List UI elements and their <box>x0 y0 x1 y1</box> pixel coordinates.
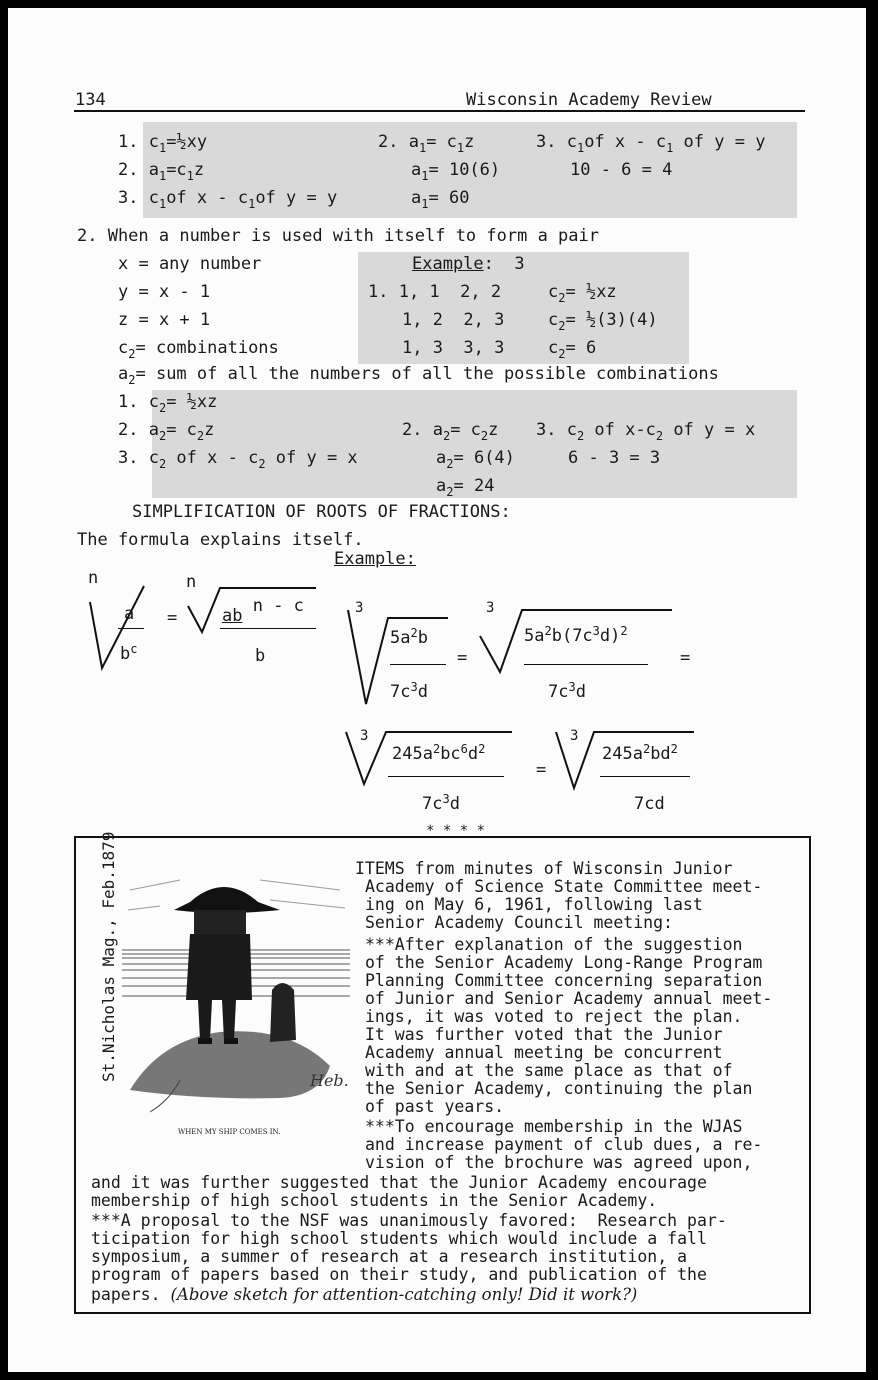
def-x: x = any number <box>118 254 262 274</box>
rhs-denominator: b <box>255 646 266 666</box>
running-title: Wisconsin Academy Review <box>466 90 712 110</box>
sec1-line2: 2. $a_1=c_1z$ <box>118 160 205 183</box>
sketch-caption: WHEN MY SHIP COMES IN. <box>178 1128 281 1136</box>
box-line-3: ing on May 6, 1961, following last <box>365 895 703 914</box>
ex2-numerator: $245a^2bc^6d^2$ <box>392 742 486 764</box>
sec2-intro: 2. When a number is used with itself to form a pair <box>77 226 599 246</box>
box-line-1: ITEMS from minutes of Wisconsin Junior <box>355 859 733 878</box>
equals-3: = <box>680 648 691 668</box>
box-full-line-1: and it was further suggested that the Junior Academy encourage <box>91 1173 707 1192</box>
def-c2: $c_2=$ combinations <box>118 338 279 361</box>
ex1-index: 3 <box>355 600 364 616</box>
ex1-denominator: $7c^3d$ <box>390 680 428 702</box>
box-line-11: Academy annual meeting be concurrent <box>365 1043 723 1062</box>
sec2-h1: 3. $c_2$ of $x-c_2$ of y = x <box>536 420 756 443</box>
box-line-8: of Junior and Senior Academy annual meet- <box>365 989 773 1008</box>
sec1-right2: 10 - 6 = 4 <box>570 160 673 180</box>
ex2-index: 3 <box>360 728 369 744</box>
box-line-7: Planning Committee concerning separation <box>365 971 763 990</box>
box-line-14: of past years. <box>365 1097 505 1116</box>
rhs-fraction-bar <box>220 628 316 629</box>
box-full-line-4: ticipation for high school students which would include a fall <box>91 1229 707 1248</box>
pair-row-2: 1, 2 2, 3 <box>402 310 505 330</box>
ex2-rhs-index: 3 <box>570 728 579 744</box>
box-line-6: of the Senior Academy Long-Range Program <box>365 953 763 972</box>
ex2-fraction-bar <box>388 776 504 777</box>
box-last-line-text: papers. <box>91 1285 161 1304</box>
box-line-16: and increase payment of club dues, a re- <box>365 1135 763 1154</box>
section-intro: The formula explains itself. <box>77 530 364 550</box>
box-full-line-3: ***A proposal to the NSF was unanimously favored: Research par- <box>91 1211 727 1230</box>
def-y: y = x - 1 <box>118 282 211 302</box>
radical-sign <box>88 584 148 674</box>
ex2-denominator: $7c^3d$ <box>422 792 460 814</box>
ex1-fraction-bar <box>390 664 446 665</box>
equals-1: = <box>167 608 178 628</box>
boxed-minutes <box>74 831 811 1314</box>
sec2-g1: 2. $a_2= c_2z$ <box>402 420 499 443</box>
box-line-13: the Senior Academy, continuing the plan <box>365 1079 753 1098</box>
equals-2: = <box>457 648 468 668</box>
box-line-17: vision of the brochure was agreed upon, <box>365 1153 753 1172</box>
box-line-2: Academy of Science State Committee meet- <box>365 877 763 896</box>
def-z: z = x + 1 <box>118 310 211 330</box>
sec2-f1: 1. $c_2=$ ½xz <box>118 392 218 415</box>
document-page <box>8 8 866 1372</box>
ex2-rhs-denominator: 7cd <box>634 794 665 814</box>
a2-definition: $a_2=$ sum of all the numbers of all the possible combinations <box>118 364 719 387</box>
handwritten-note: (Above sketch for attention-catching only! Did it work?) <box>170 1285 638 1304</box>
box-line-4: Senior Academy Council meeting: <box>365 913 673 932</box>
sec2-f3: 3. $c_2$ of x - $c_2$ of y = x <box>118 448 358 471</box>
calc-1: $c_2=$ ½xz <box>548 282 617 305</box>
lhs-fraction-bar <box>118 628 144 629</box>
pair-row-3: 1, 3 3, 3 <box>402 338 505 358</box>
lhs-denominator: $b^c$ <box>120 642 138 664</box>
ex1-numerator: $5a^2b$ <box>390 626 428 648</box>
lhs-numerator: a <box>124 604 135 624</box>
box-last-line <box>91 1286 637 1305</box>
sec2-g2: $a_2= 6(4)$ <box>436 448 515 471</box>
sec1-right1: 3. $c_1of$ x - $c_1$ of y = y <box>536 132 766 155</box>
box-full-line-2: membership of high school students in the Senior Academy. <box>91 1191 658 1210</box>
box-full-line-6: program of papers based on their study, and publication of the <box>91 1265 707 1284</box>
example-heading: Example: 3 <box>412 254 525 274</box>
root-index-2: n <box>186 572 197 592</box>
section-heading: SIMPLIFICATION OF ROOTS OF FRACTIONS: <box>132 502 511 522</box>
sec1-mid2: $a_1= 10(6)$ <box>411 160 501 183</box>
sec2-g3: $a_2= 24$ <box>436 476 495 499</box>
sec1-line1: 1. $c_1=\frac{1}{2}xy$ <box>118 132 208 155</box>
sec2-h2: 6 - 3 = 3 <box>568 448 661 468</box>
box-line-9: ings, it was voted to reject the plan. <box>365 1007 743 1026</box>
ex1-rhs-denominator: $7c^3d$ <box>548 680 586 702</box>
sketch-illustration <box>120 850 352 1138</box>
section-divider-stars: * * * * <box>426 823 486 839</box>
ex1-rhs-numerator: $5a^2b(7c^3d)^2$ <box>524 624 628 646</box>
header-rule <box>74 110 805 112</box>
ex1-rhs-index: 3 <box>486 600 495 616</box>
example-label: Example: <box>334 549 416 569</box>
calc-2: $c_2=$ ½(3)(4) <box>548 310 658 333</box>
side-caption: St.Nicholas Mag., Feb.1879 <box>99 831 118 1082</box>
sec1-line3: 3. $c_1of$ x - $c_1of$ y = y <box>118 188 338 211</box>
pair-row-1: 1. 1, 1 2, 2 <box>368 282 502 302</box>
equals-4: = <box>536 760 547 780</box>
sketch-signature: Heb. <box>310 1071 349 1090</box>
ex2-rhs-fraction-bar <box>600 776 690 777</box>
box-line-10: It was further voted that the Junior <box>365 1025 723 1044</box>
box-full-line-5: symposium, a summer of research at a research institution, a <box>91 1247 688 1266</box>
rhs-numerator: ab n - c <box>222 596 304 626</box>
sec1-mid3: $a_1= 60$ <box>411 188 470 211</box>
sec2-f2: 2. $a_2= c_2z$ <box>118 420 215 443</box>
box-line-15: ***To encourage membership in the WJAS <box>365 1117 743 1136</box>
ex1-rhs-fraction-bar <box>524 664 648 665</box>
page-number: 134 <box>75 90 106 110</box>
root-index: n <box>88 568 99 588</box>
box-line-5: ***After explanation of the suggestion <box>365 935 743 954</box>
calc-3: $c_2= 6$ <box>548 338 597 361</box>
sec1-mid1: 2. $a_1= c_1z$ <box>378 132 475 155</box>
ex2-rhs-numerator: $245a^2bd^2$ <box>602 742 678 764</box>
box-line-12: with and at the same place as that of <box>365 1061 733 1080</box>
